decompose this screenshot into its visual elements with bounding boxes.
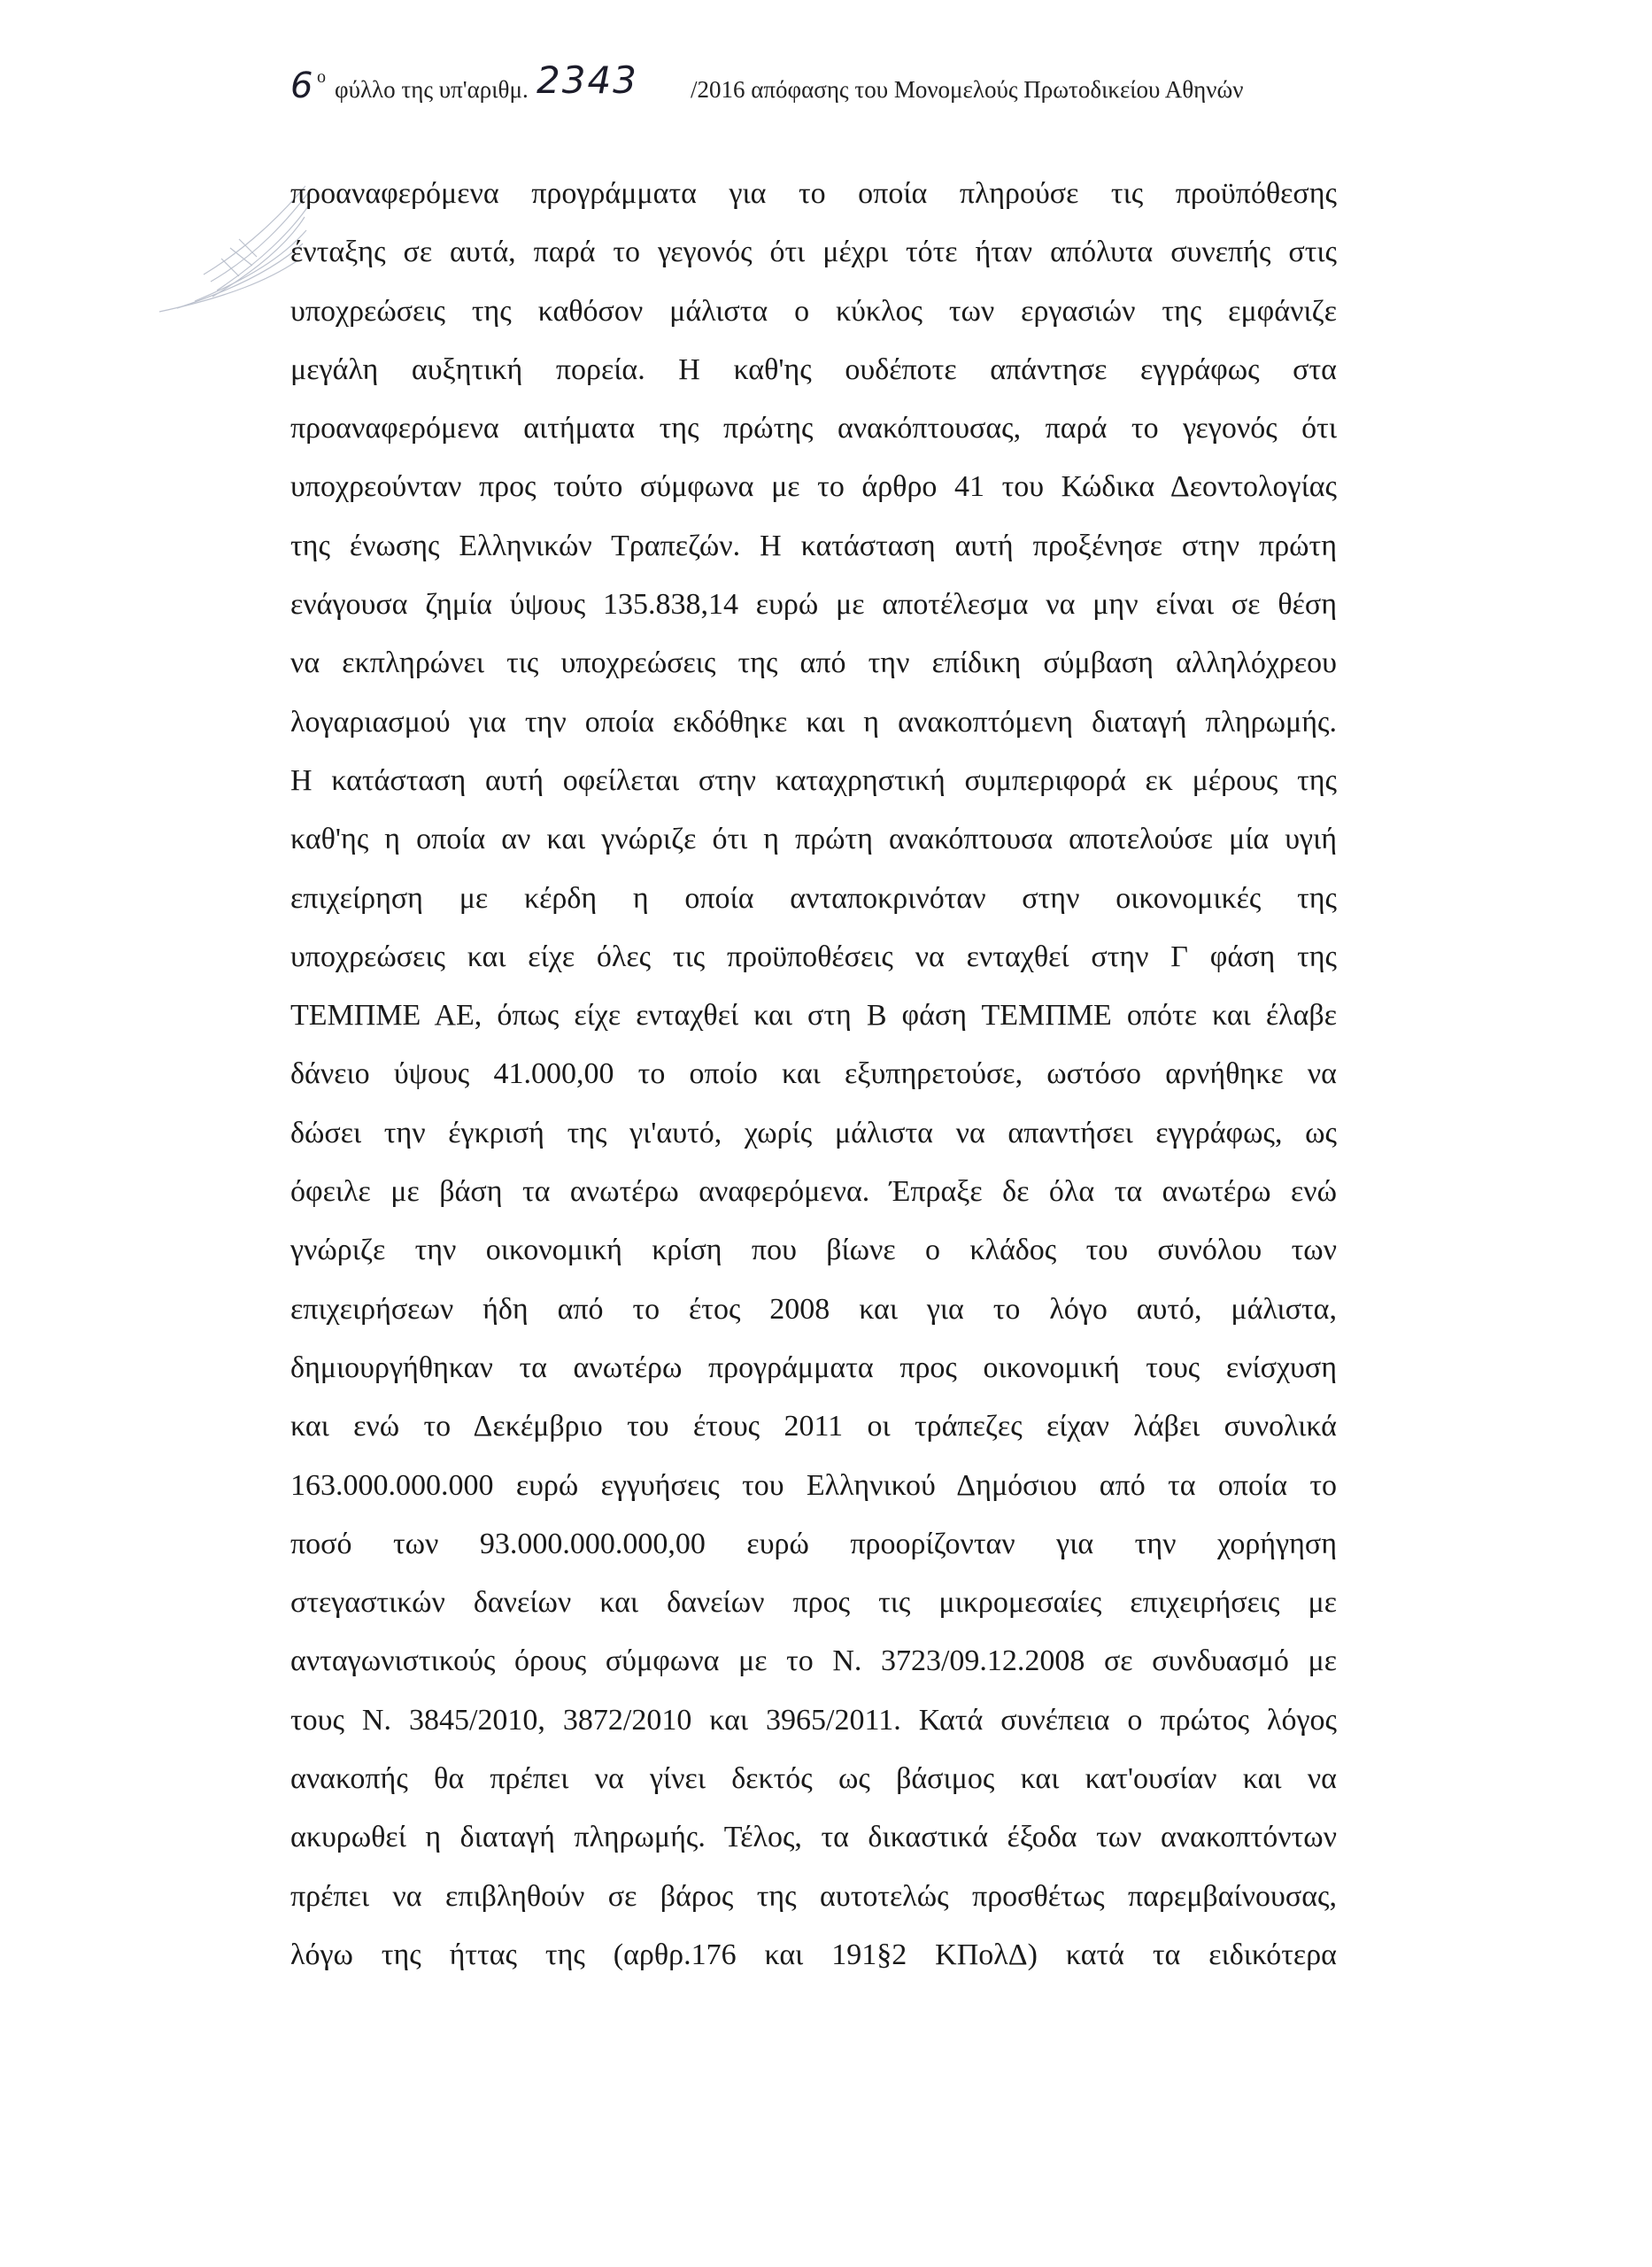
- text-line: καθ'ης η οποία αν και γνώριζε ότι η πρώτη ανακόπτουσα αποτελούσε μία υγιή: [290, 823, 1337, 856]
- text-line: επιχειρήσεων ήδη από το έτος 2008 και για το λόγο αυτό, μάλιστα,: [290, 1292, 1337, 1326]
- text-line: και ενώ το Δεκέμβριο του έτους 2011 οι τράπεζες είχαν λάβει συνολικά: [290, 1410, 1337, 1443]
- text-line: λόγω της ήττας της (αρθρ.176 και 191§2 ΚΠολΔ) κατά τα ειδικότερα: [290, 1938, 1337, 1971]
- text-line: στεγαστικών δανείων και δανείων προς τις μικρομεσαίες επιχειρήσεις με: [290, 1586, 1337, 1620]
- text-line: 163.000.000.000 ευρώ εγγυήσεις του Ελληνικού Δημόσιου από τα οποία το: [290, 1468, 1337, 1502]
- text-line: Η κατάσταση αυτή οφείλεται στην καταχρηστική συμπεριφορά εκ μέρους της: [290, 763, 1337, 797]
- text-line: προαναφερόμενα προγράμματα για το οποία πληρούσε τις προϋπόθεσης: [290, 177, 1337, 210]
- decision-label: /2016 απόφασης του Μονομελούς Πρωτοδικείου Αθηνών: [691, 76, 1244, 103]
- text-line: ενάγουσα ζημία ύψους 135.838,14 ευρώ με αποτέλεσμα να μην είναι σε θέση: [290, 588, 1337, 622]
- text-line: δάνειο ύψους 41.000,00 το οποίο και εξυπηρετούσε, ωστόσο αρνήθηκε να: [290, 1057, 1337, 1091]
- text-line: υποχρεούνταν προς τούτο σύμφωνα με το άρθρο 41 του Κώδικα Δεοντολογίας: [290, 470, 1337, 504]
- degree-mark: o: [317, 67, 326, 87]
- text-line: λογαριασμού για την οποία εκδόθηκε και η ανακοπτόμενη διαταγή πληρωμής.: [290, 705, 1337, 739]
- text-line: επιχείρηση με κέρδη η οποία ανταποκρινόταν στην οικονομικές της: [290, 881, 1337, 915]
- text-line: ΤΕΜΠΜΕ ΑΕ, όπως είχε ενταχθεί και στη Β φάση ΤΕΜΠΜΕ οπότε και έλαβε: [290, 999, 1337, 1033]
- sheet-label: φύλλο της υπ'αριθμ.: [335, 76, 529, 103]
- text-line: υποχρεώσεις της καθόσον μάλιστα ο κύκλος των εργασιών της εμφάνιζε: [290, 294, 1337, 328]
- page-header: [290, 58, 1353, 124]
- text-line: ακυρωθεί η διαταγή πληρωμής. Τέλος, τα δικαστικά έξοδα των ανακοπτόντων: [290, 1821, 1337, 1854]
- text-line: της ένωσης Ελληνικών Τραπεζών. Η κατάσταση αυτή προξένησε στην πρώτη: [290, 529, 1337, 562]
- text-line: να εκπληρώνει τις υποχρεώσεις της από την επίδικη σύμβαση αλληλόχρεου: [290, 646, 1337, 680]
- text-line: μεγάλη αυξητική πορεία. Η καθ'ης ουδέποτε απάντησε εγγράφως στα: [290, 352, 1337, 386]
- text-line: ένταξης σε αυτά, παρά το γεγονός ότι μέχρι τότε ήταν απόλυτα συνεπής στις: [290, 236, 1337, 269]
- handwritten-sheet-number: 6: [290, 66, 313, 106]
- text-line: δώσει την έγκρισή της γι'αυτό, χωρίς μάλιστα να απαντήσει εγγράφως, ως: [290, 1116, 1337, 1149]
- text-line: πρέπει να επιβληθούν σε βάρος της αυτοτελώς προσθέτως παρεμβαίνουσας,: [290, 1879, 1337, 1913]
- handwritten-case-number: 2343: [537, 58, 638, 102]
- scan-artifact-mark: [106, 177, 319, 319]
- text-line: γνώριζε την οικονομική κρίση που βίωνε ο κλάδος του συνόλου των: [290, 1234, 1337, 1267]
- text-line: ποσό των 93.000.000.000,00 ευρώ προορίζονταν για την χορήγηση: [290, 1527, 1337, 1560]
- text-line: προαναφερόμενα αιτήματα της πρώτης ανακόπτουσας, παρά το γεγονός ότι: [290, 412, 1337, 445]
- text-line: υποχρεώσεις και είχε όλες τις προϋποθέσεις να ενταχθεί στην Γ φάση της: [290, 940, 1337, 973]
- text-line: δημιουργήθηκαν τα ανωτέρω προγράμματα προς οικονομική τους ενίσχυση: [290, 1350, 1337, 1384]
- body-text: [290, 165, 1337, 1985]
- text-line: τους Ν. 3845/2010, 3872/2010 και 3965/2011. Κατά συνέπεια ο πρώτος λόγος: [290, 1703, 1337, 1737]
- text-line: ανακοπής θα πρέπει να γίνει δεκτός ως βάσιμος και κατ'ουσίαν και να: [290, 1762, 1337, 1796]
- text-line: όφειλε με βάση τα ανωτέρω αναφερόμενα. Έπραξε δε όλα τα ανωτέρω ενώ: [290, 1175, 1337, 1209]
- text-line: ανταγωνιστικούς όρους σύμφωνα με το Ν. 3723/09.12.2008 σε συνδυασμό με: [290, 1644, 1337, 1678]
